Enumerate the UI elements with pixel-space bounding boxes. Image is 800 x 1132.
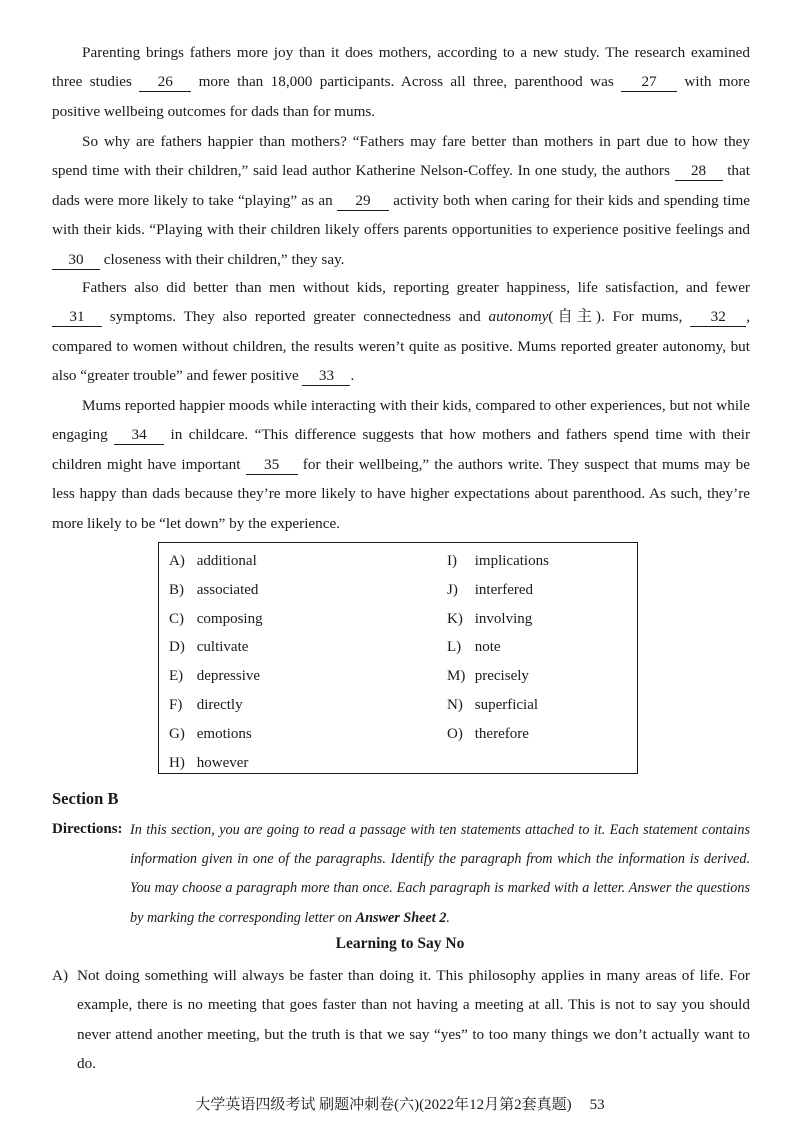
directions-text [130, 816, 750, 933]
word-bank-box [158, 542, 638, 774]
option-word: interfered [474, 581, 534, 598]
paragraph-a-label: A) [52, 967, 69, 984]
text-run: that dads were more likely to take “playing” as an [52, 162, 750, 209]
answer-sheet-ref: Answer Sheet 2 [355, 909, 447, 926]
word-bank-item [169, 749, 263, 778]
text-run: more than 18,000 participants. Across all three, parenthood was [191, 73, 622, 91]
option-letter: B) [169, 581, 184, 598]
text-run: In this section, you are going to read a passage with ten statements attached to it. Each statement contains information given in one of the paragraphs. Identify the paragraph from which the information is derived. You may choose a paragraph more than once. Each paragraph is marked with a letter. Answer the questions by marking the corresponding letter on [130, 822, 750, 926]
option-letter: L) [447, 639, 462, 656]
option-letter: F) [169, 696, 183, 713]
word-bank-item [169, 662, 263, 691]
word-bank-item [447, 605, 549, 634]
blank-35: 35 [246, 456, 298, 475]
text-run: , compared to women without children, the results weren’t quite as positive. Mums reported greater autonomy, but also “greater trouble” and fewer positive [52, 308, 750, 385]
option-letter: A) [169, 553, 185, 569]
option-letter: N) [447, 696, 463, 713]
option-letter: M) [447, 668, 466, 685]
option-word: emotions [196, 725, 252, 742]
option-word: precisely [474, 668, 529, 685]
text-run: symptoms. They also reported greater connectedness and [102, 308, 489, 326]
chinese-gloss: (自主) [548, 308, 601, 326]
text-run: in childcare. “This difference suggests that how mothers and fathers spend time with their children might have important [52, 426, 751, 473]
option-word: involving [474, 610, 533, 627]
text-run: with more positive wellbeing outcomes for dads than for mums. [52, 73, 750, 120]
option-letter: J) [447, 581, 458, 598]
option-letter: E) [169, 668, 184, 685]
option-word: associated [196, 581, 259, 598]
text-run: closeness with their children,” they say. [100, 250, 345, 268]
passage-title: Learning to Say No [335, 935, 465, 952]
text-run: for their wellbeing,” the authors write. They suspect that mums may be less happy than dads because they’re more likely to have higher expectations about parenthood. As such, they’re more likely to be “let down” by the experience. [52, 455, 750, 532]
directions-label: Directions: [52, 821, 123, 837]
option-word: depressive [196, 668, 261, 685]
footer-title: 大学英语四级考试 刷题冲刺卷(六)(2022年12月第2套真题) [195, 1097, 572, 1113]
option-word: cultivate [196, 639, 249, 656]
blank-28: 28 [675, 162, 723, 181]
option-word: implications [474, 553, 549, 569]
option-word: additional [196, 553, 257, 569]
option-word: however [196, 754, 249, 771]
blank-31: 31 [52, 308, 102, 327]
blank-34: 34 [114, 426, 164, 445]
text-run: . [446, 909, 450, 926]
blank-30: 30 [52, 251, 100, 270]
word-bank-item [447, 576, 549, 605]
word-bank-item [447, 633, 549, 662]
passage-paragraph-2 [52, 127, 750, 274]
option-letter: I) [447, 553, 457, 569]
text-run: Mums reported happier moods while interacting with their kids, compared to other experiences, but not while engaging [52, 397, 750, 444]
word-bank-item [447, 691, 549, 720]
page-footer [0, 1093, 800, 1114]
blank-27: 27 [621, 73, 677, 92]
option-letter: G) [169, 725, 185, 742]
option-word: composing [196, 610, 263, 627]
passage-paragraph-3 [52, 273, 750, 391]
blank-29: 29 [337, 192, 389, 211]
blank-33: 33 [302, 367, 350, 386]
word-bank-item [447, 547, 549, 576]
word-bank-right-column [447, 547, 549, 749]
word-bank-item [169, 605, 263, 634]
option-word: therefore [474, 725, 529, 742]
word-bank-item [447, 662, 549, 691]
word-bank-item [447, 720, 549, 749]
page-number: 53 [589, 1097, 605, 1113]
section-b-heading: Section B [52, 789, 119, 808]
autonomy-term: autonomy [488, 308, 549, 326]
option-word: note [474, 639, 501, 656]
passage-paragraph-1 [52, 38, 750, 126]
word-bank-item [169, 720, 263, 749]
paragraph-a-text: Not doing something will always be faster than doing it. This philosophy applies in many areas of life. For example, there is no meeting that goes faster than not having a meeting at all. This is not to say you should never attend another meeting, but the truth is that we say “yes” to too many things we don’t actually want to do. [77, 967, 750, 1073]
text-run: . For mums, [600, 308, 691, 326]
word-bank-item [169, 576, 263, 605]
text-run: So why are fathers happier than mothers? “Fathers may fare better than mothers in part due to how they spend time with their children,” said lead author Katherine Nelson-Coffey. In one study, the authors [52, 133, 750, 180]
word-bank-item [169, 547, 263, 576]
word-bank-left-column [169, 547, 263, 777]
option-letter: H) [169, 754, 185, 771]
text-run: Parenting brings fathers more joy than it does mothers, according to a new study. The research examined three studies [52, 44, 750, 91]
text-run: activity both when caring for their kids and spending time with their kids. “Playing with their children likely offers parents opportunities to experience positive feelings and [52, 191, 750, 239]
option-word: superficial [474, 696, 539, 713]
option-letter: D) [169, 639, 185, 656]
option-word: directly [196, 696, 243, 713]
option-letter: O) [447, 725, 463, 742]
blank-26: 26 [139, 73, 191, 92]
word-bank-item [169, 633, 263, 662]
option-letter: C) [169, 610, 184, 627]
blank-32: 32 [690, 308, 746, 327]
passage-paragraph-4 [52, 391, 750, 538]
option-letter: K) [447, 610, 463, 627]
text-run: Fathers also did better than men without kids, reporting greater happiness, life satisfaction, and fewer [82, 279, 750, 296]
word-bank-item [169, 691, 263, 720]
text-run: . [350, 367, 355, 385]
